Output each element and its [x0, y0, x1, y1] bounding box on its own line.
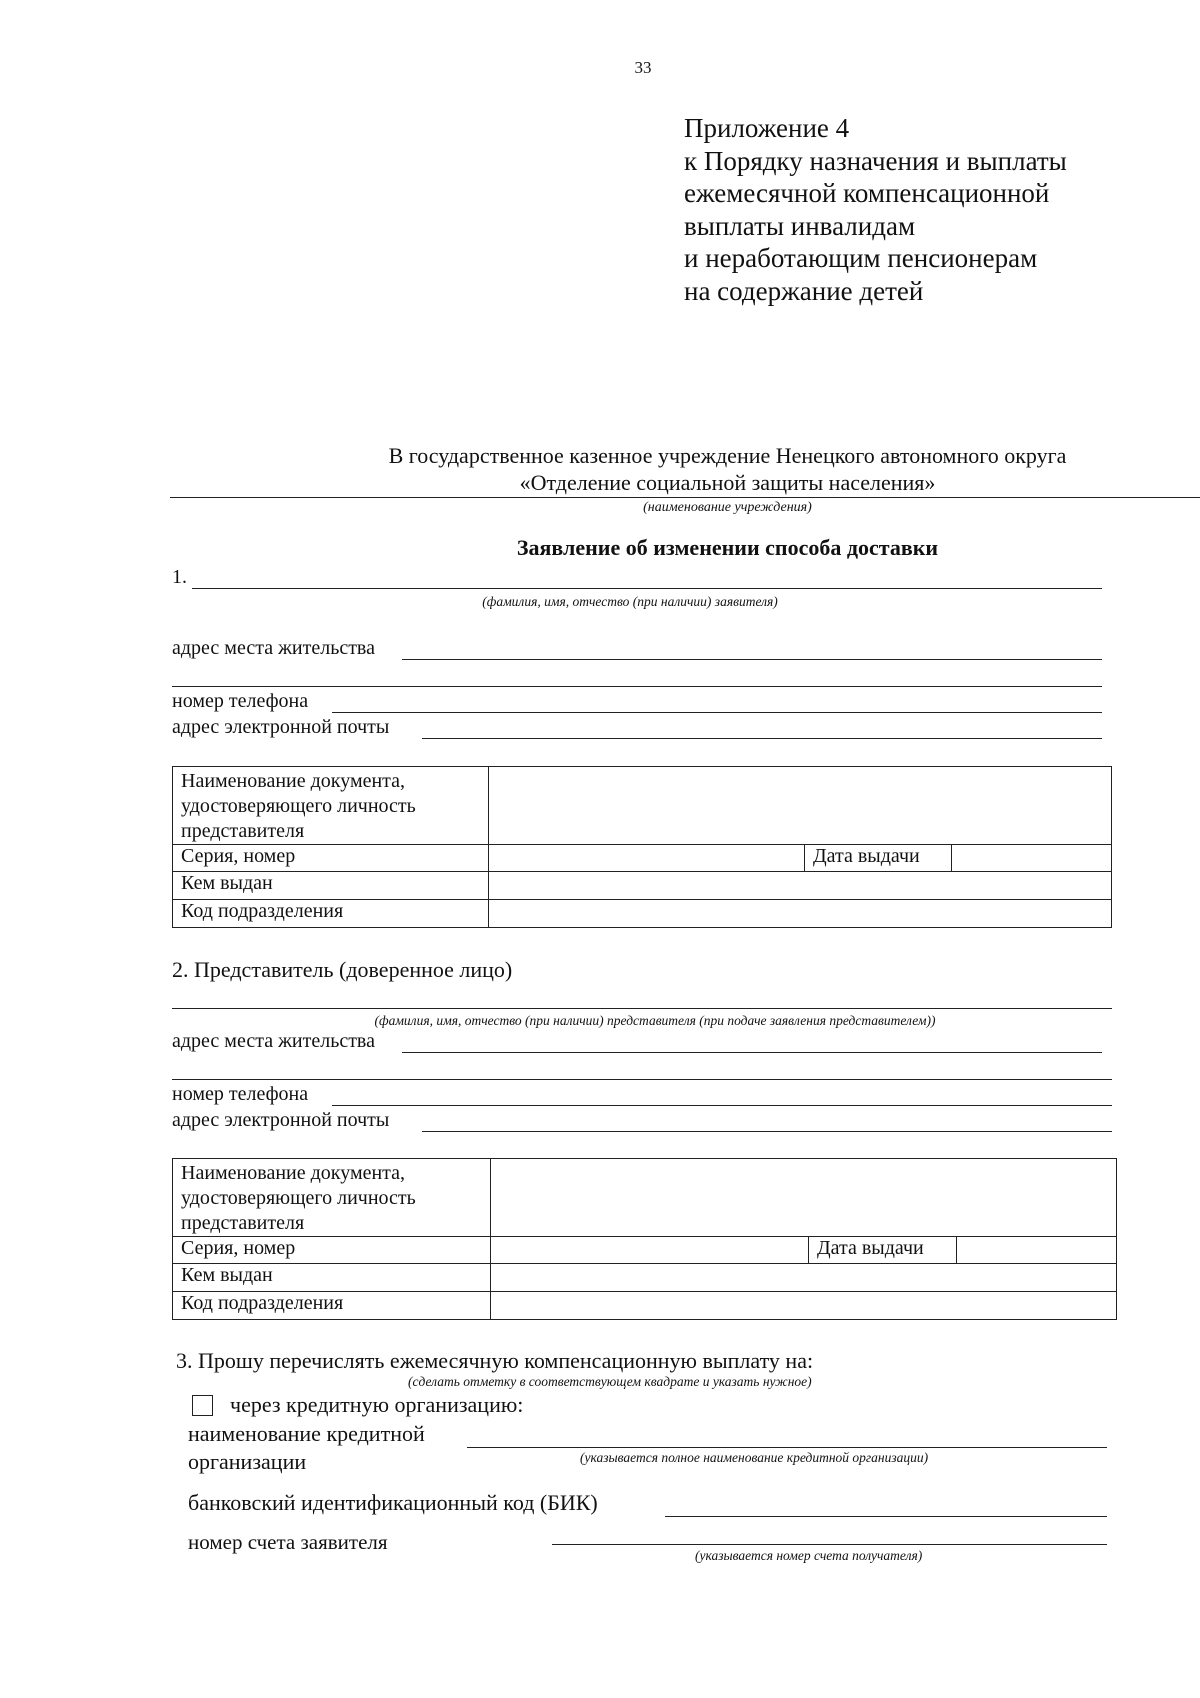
recipient-underline: [170, 497, 1200, 498]
representative-fio-field[interactable]: [172, 1008, 1112, 1009]
account-caption: (указывается номер счета получателя): [695, 1548, 923, 1563]
issued-by-label: Кем выдан: [173, 872, 489, 900]
appendix-line: и неработающим пенсионерам: [684, 243, 1038, 273]
appendix-heading: [684, 112, 1067, 307]
section-3-heading: 3. Прошу перечислять ежемесячную компенсационную выплату на:: [176, 1348, 814, 1373]
representative-fio-caption: (фамилия, имя, отчество (при наличии) представителя (при подаче заявления представителем)): [374, 1013, 936, 1028]
rep-issue-date-label: Дата выдачи: [809, 1237, 957, 1264]
series-number-label: Серия, номер: [173, 845, 489, 872]
section-1-number: 1.: [172, 566, 187, 588]
email-label: адрес электронной почты: [172, 716, 390, 738]
rep-phone-field[interactable]: [332, 1105, 1112, 1106]
account-field[interactable]: [552, 1544, 1107, 1545]
doc-name-value[interactable]: [489, 767, 1112, 845]
phone-field[interactable]: [332, 712, 1102, 713]
rep-address-label: адрес места жительства: [172, 1030, 375, 1052]
rep-dept-code-value[interactable]: [491, 1292, 1117, 1320]
address-field[interactable]: [402, 659, 1102, 660]
applicant-fio-field[interactable]: [192, 588, 1102, 589]
appendix-line: на содержание детей: [684, 275, 924, 306]
section-3-hint: (сделать отметку в соответствующем квадрате и указать нужное): [408, 1374, 812, 1389]
appendix-line: выплаты инвалидам: [684, 210, 916, 241]
phone-label: номер телефона: [172, 690, 309, 712]
credit-org-checkbox[interactable]: [192, 1395, 213, 1416]
rep-email-label: адрес электронной почты: [172, 1109, 390, 1131]
bik-field[interactable]: [665, 1516, 1107, 1517]
recipient-line-1: В государственное казенное учреждение Ненецкого автономного округа: [388, 443, 1067, 468]
rep-email-field[interactable]: [422, 1131, 1112, 1132]
form-title: Заявление об изменении способа доставки: [516, 535, 939, 560]
credit-org-name-field[interactable]: [467, 1447, 1107, 1448]
issue-date-label: Дата выдачи: [805, 845, 952, 872]
rep-doc-name-label: Наименование документа, удостоверяющего личность представителя: [173, 1159, 491, 1237]
bik-label: банковский идентификационный код (БИК): [188, 1490, 598, 1515]
recipient-line-2: «Отделение социальной защиты населения»: [519, 470, 936, 495]
applicant-id-document-table: [172, 766, 1112, 928]
email-field[interactable]: [422, 738, 1102, 739]
credit-org-name-label-2: организации: [188, 1449, 307, 1474]
rep-issued-by-value[interactable]: [491, 1264, 1117, 1292]
credit-org-option-label: через кредитную организацию:: [230, 1392, 524, 1417]
rep-series-number-value[interactable]: [491, 1237, 809, 1264]
dept-code-label: Код подразделения: [173, 900, 489, 928]
applicant-fio-caption: (фамилия, имя, отчество (при наличии) заявителя): [482, 594, 778, 609]
rep-address-field[interactable]: [402, 1052, 1102, 1053]
issued-by-value[interactable]: [489, 872, 1112, 900]
rep-dept-code-label: Код подразделения: [173, 1292, 491, 1320]
address-field-extra[interactable]: [172, 686, 1102, 687]
representative-id-document-table: [172, 1158, 1117, 1320]
section-2-heading: 2. Представитель (доверенное лицо): [172, 957, 513, 982]
rep-address-field-extra[interactable]: [172, 1079, 1112, 1080]
rep-doc-name-value[interactable]: [491, 1159, 1117, 1237]
rep-issue-date-value[interactable]: [957, 1237, 1117, 1264]
credit-org-name-caption: (указывается полное наименование кредитной организации): [580, 1450, 929, 1465]
issue-date-value[interactable]: [952, 845, 1112, 872]
address-label: адрес места жительства: [172, 637, 375, 659]
recipient-caption: (наименование учреждения): [643, 500, 812, 515]
rep-issued-by-label: Кем выдан: [173, 1264, 491, 1292]
appendix-line: ежемесячной компенсационной: [684, 178, 1050, 208]
page-number: 33: [634, 58, 652, 77]
appendix-line: к Порядку назначения и выплаты: [684, 145, 1067, 176]
credit-org-name-label-1: наименование кредитной: [188, 1421, 425, 1446]
series-number-value[interactable]: [489, 845, 805, 872]
appendix-line: Приложение 4: [684, 113, 850, 143]
dept-code-value[interactable]: [489, 900, 1112, 928]
doc-name-label: Наименование документа, удостоверяющего личность представителя: [173, 767, 489, 845]
rep-series-number-label: Серия, номер: [173, 1237, 491, 1264]
account-label: номер счета заявителя: [188, 1530, 388, 1554]
rep-phone-label: номер телефона: [172, 1083, 309, 1105]
